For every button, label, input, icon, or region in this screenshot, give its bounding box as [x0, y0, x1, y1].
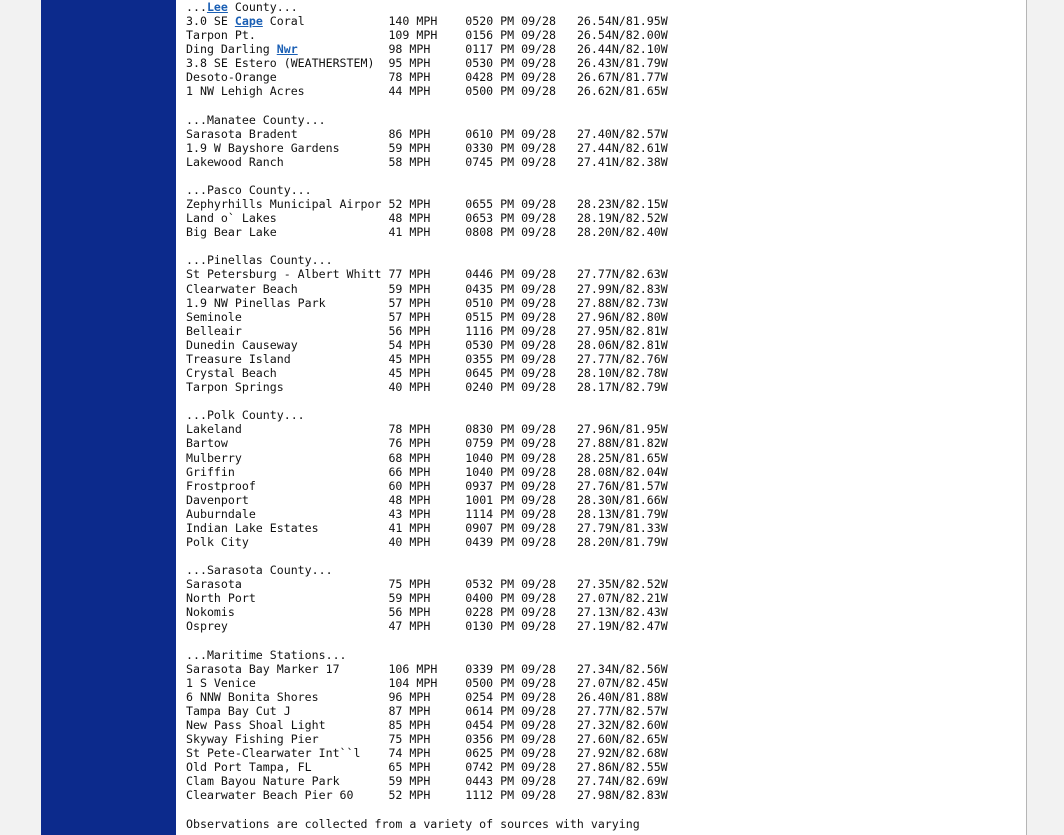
station-row — [186, 225, 668, 239]
station-location: 27.77N/82.76W — [576, 351, 668, 366]
station-location: 26.54N/81.95W — [576, 14, 668, 29]
observation-time: 0443 PM 09/28 — [465, 774, 556, 789]
wind-speed: 59 MPH — [388, 774, 431, 789]
station-row — [186, 436, 668, 450]
station-row — [186, 591, 668, 605]
station-row — [186, 662, 668, 676]
station-row — [186, 366, 668, 380]
county-header — [186, 253, 668, 267]
observation-time: 0532 PM 09/28 — [465, 577, 556, 592]
station-location: 27.13N/82.43W — [576, 605, 668, 620]
station-row — [186, 310, 668, 324]
station-name: St Petersburg - Albert Whitt — [186, 267, 382, 282]
wind-speed: 140 MPH — [388, 14, 438, 29]
station-name: Mulberry — [186, 450, 242, 465]
station-location: 27.60N/82.65W — [576, 732, 668, 747]
wind-speed: 66 MPH — [388, 464, 431, 479]
station-name: Osprey — [186, 619, 228, 634]
station-row — [186, 535, 668, 549]
station-location: 26.43N/81.79W — [576, 56, 668, 71]
observation-time: 0500 PM 09/28 — [465, 84, 556, 99]
station-location: 27.95N/82.81W — [576, 323, 668, 338]
wind-speed: 40 MPH — [388, 380, 431, 395]
county-header — [186, 648, 668, 662]
wind-speed: 52 MPH — [388, 788, 431, 803]
observation-time: 0742 PM 09/28 — [465, 760, 556, 775]
station-name: 1.9 W Bayshore Gardens — [186, 140, 340, 155]
observation-time: 0759 PM 09/28 — [465, 436, 556, 451]
wind-speed: 48 MPH — [388, 211, 431, 226]
wind-speed: 58 MPH — [388, 154, 431, 169]
observation-time: 0830 PM 09/28 — [465, 422, 556, 437]
station-name: Treasure Island — [186, 351, 291, 366]
station-row — [186, 718, 668, 732]
station-name: Dunedin Causeway — [186, 337, 298, 352]
observation-time: 0330 PM 09/28 — [465, 140, 556, 155]
station-name: Crystal Beach — [186, 366, 277, 381]
station-row — [186, 760, 668, 774]
station-name: Bartow — [186, 436, 228, 451]
station-location: 27.79N/81.33W — [576, 520, 668, 535]
station-location: 27.88N/81.82W — [576, 436, 668, 451]
station-location: 28.23N/82.15W — [576, 197, 668, 212]
station-name: 3.8 SE Estero (WEATHERSTEM) — [186, 56, 375, 71]
station-row — [186, 42, 668, 56]
wind-speed: 40 MPH — [388, 534, 431, 549]
station-location: 27.96N/81.95W — [576, 422, 668, 437]
station-location: 27.98N/82.83W — [576, 788, 668, 803]
station-row — [186, 788, 668, 802]
station-name: Tarpon Springs — [186, 380, 284, 395]
wind-speed: 76 MPH — [388, 436, 431, 451]
station-name: Lakewood Ranch — [186, 154, 284, 169]
station-location: 27.88N/82.73W — [576, 295, 668, 310]
observation-time: 0446 PM 09/28 — [465, 267, 556, 282]
county-header-text: County... — [227, 0, 298, 14]
observation-time: 0907 PM 09/28 — [465, 520, 556, 535]
station-row — [186, 577, 668, 591]
county-header — [186, 408, 668, 422]
station-row — [186, 451, 668, 465]
station-location: 28.25N/81.65W — [576, 450, 668, 465]
station-location: 27.35N/82.52W — [576, 577, 668, 592]
observation-time: 0610 PM 09/28 — [465, 126, 556, 141]
station-name: St Pete-Clearwater Int``l — [186, 746, 361, 761]
wind-speed: 57 MPH — [388, 309, 431, 324]
wind-speed: 56 MPH — [388, 605, 431, 620]
station-location: 26.40N/81.88W — [576, 689, 668, 704]
observation-time: 0254 PM 09/28 — [465, 689, 556, 704]
station-location: 26.67N/81.77W — [576, 70, 668, 85]
observation-time: 0356 PM 09/28 — [465, 732, 556, 747]
observation-time: 0428 PM 09/28 — [465, 70, 556, 85]
station-row — [186, 746, 668, 760]
wind-speed: 45 MPH — [388, 351, 431, 366]
station-row — [186, 155, 668, 169]
station-name: Sarasota — [186, 577, 242, 592]
station-name: New Pass Shoal Light — [186, 717, 326, 732]
blank-line — [186, 634, 668, 648]
station-row — [186, 380, 668, 394]
station-location: 27.74N/82.69W — [576, 774, 668, 789]
county-header-text: ...Polk County... — [186, 408, 305, 423]
station-name: Sarasota Bradent — [186, 126, 298, 141]
county-header-text: ...Manatee County... — [186, 112, 326, 127]
station-location: 26.54N/82.00W — [576, 28, 668, 43]
station-row — [186, 127, 668, 141]
observation-time: 1001 PM 09/28 — [465, 492, 556, 507]
wind-speed: 60 MPH — [388, 478, 431, 493]
blank-line — [186, 802, 668, 816]
observation-time: 0500 PM 09/28 — [465, 675, 556, 690]
blank-line — [186, 549, 668, 563]
station-name: Clam Bayou Nature Park — [186, 774, 340, 789]
station-name-link[interactable]: Nwr — [276, 42, 298, 57]
station-name: Desoto-Orange — [186, 70, 277, 85]
station-name: Davenport — [186, 492, 249, 507]
station-location: 27.96N/82.80W — [576, 309, 668, 324]
station-location: 27.34N/82.56W — [576, 661, 668, 676]
station-location: 27.77N/82.63W — [576, 267, 668, 282]
station-name: Big Bear Lake — [186, 225, 277, 240]
station-row — [186, 14, 668, 28]
wind-speed: 59 MPH — [388, 140, 431, 155]
station-location: 28.30N/81.66W — [576, 492, 668, 507]
station-name: 1 S Venice — [186, 675, 256, 690]
station-row — [186, 352, 668, 366]
county-link[interactable]: Lee — [206, 0, 228, 14]
county-header-text: ...Sarasota County... — [186, 563, 333, 578]
observation-time: 1040 PM 09/28 — [465, 450, 556, 465]
station-name: 6 NNW Bonita Shores — [186, 689, 319, 704]
wind-speed: 86 MPH — [388, 126, 431, 141]
station-row — [186, 493, 668, 507]
station-name-link[interactable]: Cape — [234, 14, 263, 29]
station-row — [186, 84, 668, 98]
county-header-text: ...Pinellas County... — [186, 253, 333, 268]
left-sidebar — [41, 0, 176, 835]
footer-text: Observations are collected from a variety of sources with varying — [186, 816, 640, 831]
observation-time: 0435 PM 09/28 — [465, 281, 556, 296]
station-row — [186, 338, 668, 352]
observation-time: 0937 PM 09/28 — [465, 478, 556, 493]
station-name: Sarasota Bay Marker 17 — [186, 661, 340, 676]
observation-time: 0520 PM 09/28 — [465, 14, 556, 29]
blank-line — [186, 99, 668, 113]
wind-speed: 59 MPH — [388, 281, 431, 296]
station-name: 1 NW Lehigh Acres — [186, 84, 305, 99]
wind-speed: 52 MPH — [388, 197, 431, 212]
observation-time: 0645 PM 09/28 — [465, 366, 556, 381]
observation-time: 0530 PM 09/28 — [465, 56, 556, 71]
station-row — [186, 141, 668, 155]
observation-time: 0625 PM 09/28 — [465, 746, 556, 761]
station-location: 27.07N/82.21W — [576, 591, 668, 606]
observation-time: 0117 PM 09/28 — [465, 42, 556, 57]
observation-time: 0439 PM 09/28 — [465, 534, 556, 549]
wind-speed: 54 MPH — [388, 337, 431, 352]
observation-time: 0454 PM 09/28 — [465, 717, 556, 732]
station-name: North Port — [186, 591, 256, 606]
wind-speed: 59 MPH — [388, 591, 431, 606]
wind-speed: 78 MPH — [388, 422, 431, 437]
station-location: 28.19N/82.52W — [576, 211, 668, 226]
wind-speed: 95 MPH — [388, 56, 431, 71]
station-location: 27.32N/82.60W — [576, 717, 668, 732]
station-name: Griffin — [186, 464, 235, 479]
station-row — [186, 70, 668, 84]
station-location: 28.10N/82.78W — [576, 366, 668, 381]
station-name: Nokomis — [186, 605, 235, 620]
county-header — [186, 0, 668, 14]
observation-time: 0510 PM 09/28 — [465, 295, 556, 310]
station-location: 28.13N/81.79W — [576, 506, 668, 521]
county-header — [186, 563, 668, 577]
blank-line — [186, 169, 668, 183]
observation-time: 0240 PM 09/28 — [465, 380, 556, 395]
right-margin — [1027, 0, 1064, 835]
wind-speed: 56 MPH — [388, 323, 431, 338]
observation-time: 0156 PM 09/28 — [465, 28, 556, 43]
station-row — [186, 28, 668, 42]
station-name: Clearwater Beach Pier 60 — [186, 788, 354, 803]
wind-speed: 68 MPH — [388, 450, 431, 465]
wind-speed: 78 MPH — [388, 70, 431, 85]
wind-report-text — [186, 0, 668, 831]
station-name: Tarpon Pt. — [186, 28, 256, 43]
wind-speed: 43 MPH — [388, 506, 431, 521]
station-location: 27.07N/82.45W — [576, 675, 668, 690]
station-row — [186, 521, 668, 535]
station-name: Old Port Tampa, FL — [186, 760, 312, 775]
wind-speed: 98 MPH — [388, 42, 431, 57]
station-location: 26.44N/82.10W — [576, 42, 668, 57]
station-row — [186, 732, 668, 746]
station-name: Lakeland — [186, 422, 242, 437]
station-name: Coral — [262, 14, 305, 29]
wind-speed: 106 MPH — [388, 661, 438, 676]
station-name: Ding Darling — [186, 42, 277, 57]
station-row — [186, 479, 668, 493]
station-location: 27.92N/82.68W — [576, 746, 668, 761]
observation-time: 1114 PM 09/28 — [465, 506, 556, 521]
observation-time: 0339 PM 09/28 — [465, 661, 556, 676]
station-location: 27.44N/82.61W — [576, 140, 668, 155]
station-location: 28.20N/81.79W — [576, 534, 668, 549]
station-row — [186, 605, 668, 619]
wind-speed: 47 MPH — [388, 619, 431, 634]
report-content — [176, 0, 1027, 835]
station-row — [186, 465, 668, 479]
wind-speed: 41 MPH — [388, 225, 431, 240]
station-name: 3.0 SE — [186, 14, 235, 29]
wind-speed: 65 MPH — [388, 760, 431, 775]
station-name: Frostproof — [186, 478, 256, 493]
station-row — [186, 282, 668, 296]
wind-speed: 75 MPH — [388, 732, 431, 747]
wind-speed: 109 MPH — [388, 28, 438, 43]
observation-time: 0530 PM 09/28 — [465, 337, 556, 352]
station-name: Auburndale — [186, 506, 256, 521]
observation-time: 1112 PM 09/28 — [465, 788, 556, 803]
wind-speed: 74 MPH — [388, 746, 431, 761]
station-row — [186, 676, 668, 690]
county-header-text: ... — [186, 0, 207, 14]
station-name: Indian Lake Estates — [186, 520, 319, 535]
station-row — [186, 324, 668, 338]
station-name: Skyway Fishing Pier — [186, 732, 319, 747]
observation-time: 0355 PM 09/28 — [465, 351, 556, 366]
station-location: 27.99N/82.83W — [576, 281, 668, 296]
wind-speed: 57 MPH — [388, 295, 431, 310]
blank-line — [186, 394, 668, 408]
station-name: Tampa Bay Cut J — [186, 703, 291, 718]
station-row — [186, 619, 668, 633]
station-row — [186, 197, 668, 211]
station-row — [186, 56, 668, 70]
wind-speed: 85 MPH — [388, 717, 431, 732]
station-location: 27.41N/82.38W — [576, 154, 668, 169]
station-row — [186, 422, 668, 436]
wind-speed: 104 MPH — [388, 675, 438, 690]
footer-note — [186, 817, 668, 831]
station-location: 27.76N/81.57W — [576, 478, 668, 493]
wind-speed: 77 MPH — [388, 267, 431, 282]
station-name: Belleair — [186, 323, 242, 338]
station-name: Clearwater Beach — [186, 281, 298, 296]
station-location: 28.06N/82.81W — [576, 337, 668, 352]
observation-time: 0228 PM 09/28 — [465, 605, 556, 620]
observation-time: 1040 PM 09/28 — [465, 464, 556, 479]
station-row — [186, 690, 668, 704]
wind-speed: 44 MPH — [388, 84, 431, 99]
station-name: Land o` Lakes — [186, 211, 277, 226]
wind-speed: 75 MPH — [388, 577, 431, 592]
observation-time: 0808 PM 09/28 — [465, 225, 556, 240]
station-location: 28.08N/82.04W — [576, 464, 668, 479]
wind-speed: 48 MPH — [388, 492, 431, 507]
wind-speed: 41 MPH — [388, 520, 431, 535]
observation-time: 0130 PM 09/28 — [465, 619, 556, 634]
observation-time: 0614 PM 09/28 — [465, 703, 556, 718]
station-location: 27.86N/82.55W — [576, 760, 668, 775]
observation-time: 0400 PM 09/28 — [465, 591, 556, 606]
county-header-text: ...Pasco County... — [186, 183, 312, 198]
observation-time: 0745 PM 09/28 — [465, 154, 556, 169]
station-name: Zephyrhills Municipal Airpor — [186, 197, 382, 212]
station-name: Polk City — [186, 534, 249, 549]
county-header — [186, 183, 668, 197]
wind-speed: 45 MPH — [388, 366, 431, 381]
station-location: 27.40N/82.57W — [576, 126, 668, 141]
station-row — [186, 267, 668, 281]
station-name: 1.9 NW Pinellas Park — [186, 295, 326, 310]
station-location: 28.20N/82.40W — [576, 225, 668, 240]
station-name: Seminole — [186, 309, 242, 324]
wind-speed: 96 MPH — [388, 689, 431, 704]
county-header-text: ...Maritime Stations... — [186, 647, 347, 662]
station-location: 27.77N/82.57W — [576, 703, 668, 718]
blank-line — [186, 239, 668, 253]
observation-time: 0653 PM 09/28 — [465, 211, 556, 226]
station-location: 28.17N/82.79W — [576, 380, 668, 395]
wind-speed: 87 MPH — [388, 703, 431, 718]
observation-time: 1116 PM 09/28 — [465, 323, 556, 338]
left-margin — [0, 0, 41, 835]
observation-time: 0655 PM 09/28 — [465, 197, 556, 212]
county-header — [186, 113, 668, 127]
station-location: 27.19N/82.47W — [576, 619, 668, 634]
station-row — [186, 774, 668, 788]
station-row — [186, 296, 668, 310]
observation-time: 0515 PM 09/28 — [465, 309, 556, 324]
station-row — [186, 507, 668, 521]
station-location: 26.62N/81.65W — [576, 84, 668, 99]
station-row — [186, 211, 668, 225]
station-row — [186, 704, 668, 718]
